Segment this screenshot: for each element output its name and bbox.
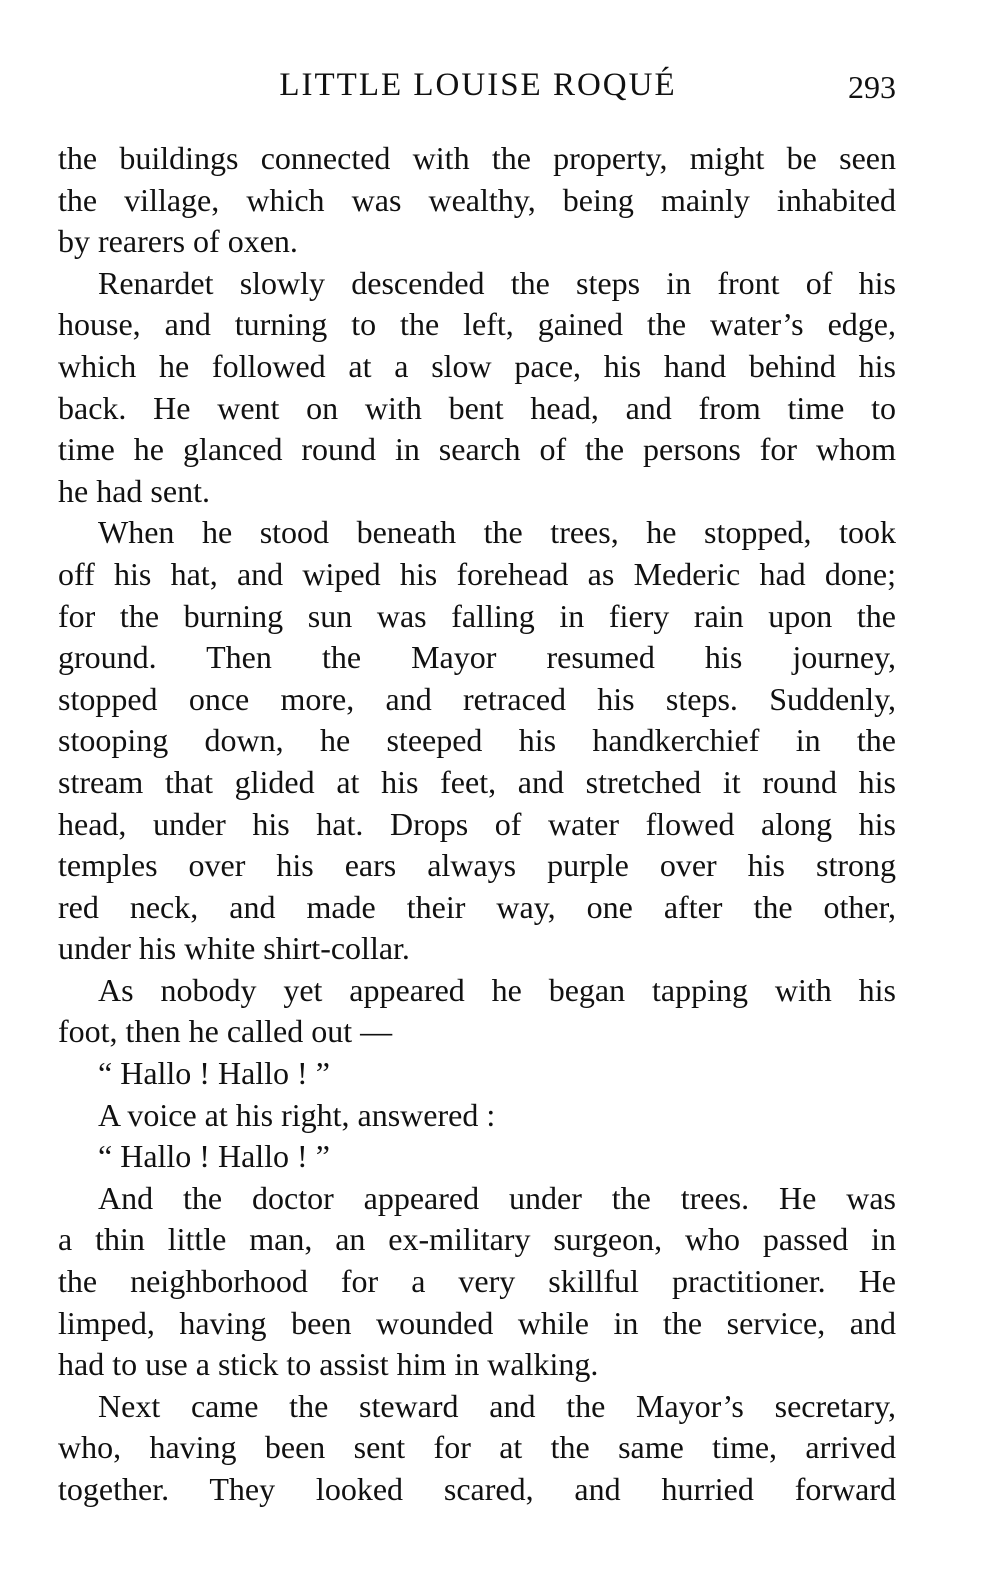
text-line: who, having been sent for at the same time, arrived: [58, 1429, 896, 1466]
text-line: limped, having been wounded while in the service, and: [58, 1304, 896, 1341]
text-line: Next came the steward and the Mayor’s secretary,: [98, 1387, 896, 1424]
text-line: When he stood beneath the trees, he stopped, took: [98, 514, 896, 551]
text-line: the village, which was wealthy, being mainly inhabited: [58, 181, 896, 218]
text-line: by rearers of oxen.: [58, 223, 298, 260]
text-line: house, and turning to the left, gained the water’s edge,: [58, 306, 896, 343]
text-line: As nobody yet appeared he began tapping with his: [98, 971, 896, 1008]
text-line: back. He went on with bent head, and from time to: [58, 389, 896, 426]
text-line: stream that glided at his feet, and stretched it round his: [58, 763, 896, 800]
text-line: head, under his hat. Drops of water flowed along his: [58, 805, 896, 842]
text-line: Renardet slowly descended the steps in front of his: [98, 264, 896, 301]
text-line: the buildings connected with the property, might be seen: [58, 140, 896, 176]
text-line: time he glanced round in search of the persons for whom: [58, 431, 896, 468]
page-number: 293: [848, 69, 896, 105]
text-line: red neck, and made their way, one after the other,: [58, 888, 896, 925]
text-line: “ Hallo ! Hallo ! ”: [98, 1138, 330, 1175]
text-line: together. They looked scared, and hurried forward: [58, 1471, 896, 1507]
text-line: the neighborhood for a very skillful practitioner. He: [58, 1263, 896, 1300]
page-header: [60, 60, 896, 110]
text-line: under his white shirt-collar.: [58, 930, 410, 967]
text-line: foot, then he called out —: [58, 1013, 393, 1050]
text-line: ground. Then the Mayor resumed his journey,: [58, 639, 896, 676]
text-line: a thin little man, an ex-military surgeon, who passed in: [58, 1221, 896, 1258]
text-line: had to use a stick to assist him in walking.: [58, 1346, 599, 1383]
text-line: A voice at his right, answered :: [98, 1096, 496, 1133]
text-line: which he followed at a slow pace, his hand behind his: [58, 347, 896, 384]
text-line: “ Hallo ! Hallo ! ”: [98, 1055, 330, 1092]
text-line: And the doctor appeared under the trees. He was: [98, 1179, 896, 1216]
text-line: for the burning sun was falling in fiery rain upon the: [58, 597, 896, 634]
text-line: stooping down, he steeped his handkerchief in the: [58, 722, 896, 759]
text-line: off his hat, and wiped his forehead as Mederic had done;: [58, 555, 896, 592]
text-line: stopped once more, and retraced his steps. Suddenly,: [58, 680, 896, 717]
running-title: LITTLE LOUISE ROQUÉ: [279, 67, 677, 103]
body-text: [58, 138, 896, 1511]
text-line: he had sent.: [58, 472, 210, 509]
text-line: temples over his ears always purple over his strong: [58, 847, 896, 884]
